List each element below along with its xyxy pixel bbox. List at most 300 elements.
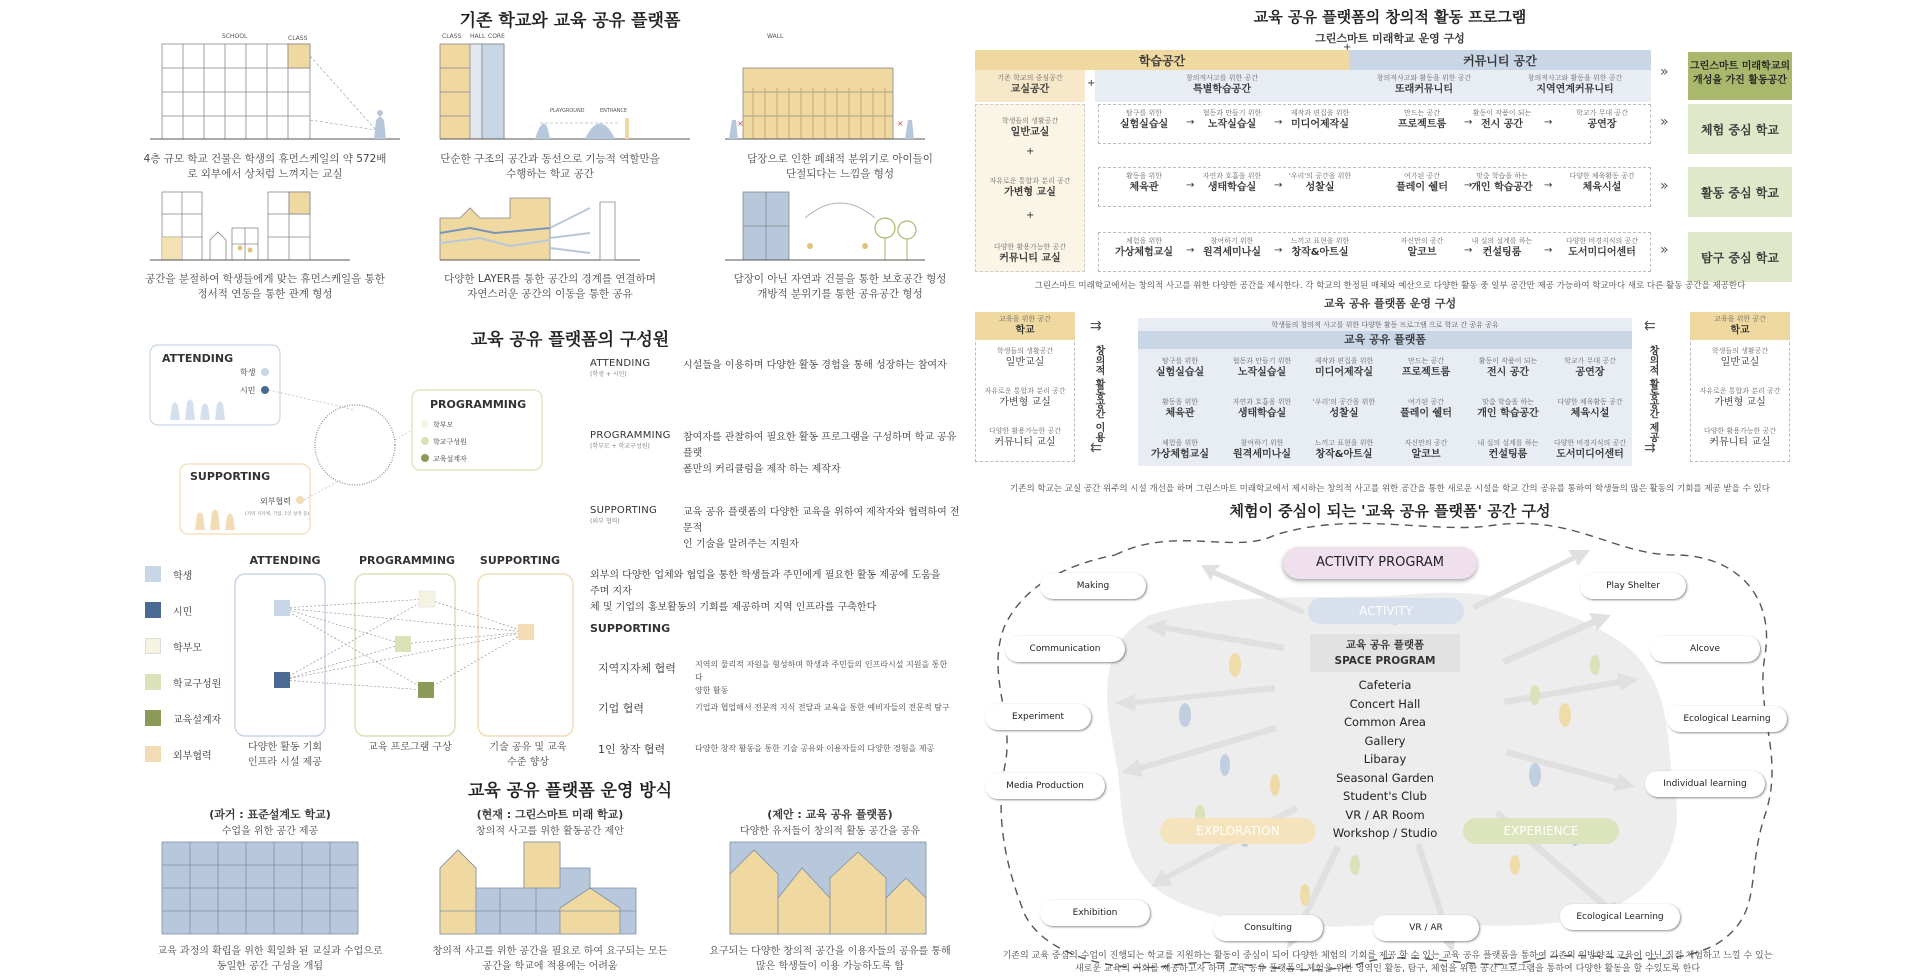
- supporting-box-title: SUPPORTING: [190, 470, 271, 483]
- support-item-desc: 다양한 창작 활동을 통한 기술 공유와 이용자들의 다양한 경험을 제공: [695, 744, 935, 753]
- legend-label: 학생: [173, 570, 193, 582]
- chevron-icon: »: [1660, 242, 1669, 258]
- experience-label: EXPERIENCE: [1463, 818, 1619, 844]
- op-sub: 창의적 사고를 위한 활동공간 제안: [476, 826, 624, 837]
- cell-sub: 만드는 공간: [1407, 357, 1445, 365]
- cell-main: 공연장: [1587, 119, 1617, 130]
- platform-cell: [1550, 356, 1630, 380]
- legend-swatch: [145, 638, 161, 654]
- cell-main: 체육관: [1165, 408, 1195, 419]
- platform-cell: [1222, 356, 1302, 380]
- cell-sub: 기존 학교의 중심공간: [997, 74, 1063, 82]
- grid-cell: [1102, 236, 1186, 260]
- pill-individual-learning: Individual learning: [1645, 771, 1765, 797]
- cell-sub: 창의적사고와 활동을 위한 공간: [1376, 74, 1472, 82]
- platform-cell: [1304, 356, 1384, 380]
- cell-main: 일반교실: [1720, 357, 1760, 368]
- cell-sub: 교육을 위한 공간: [999, 315, 1051, 323]
- space-program-list: [1310, 676, 1460, 843]
- top-cell-local: [1499, 70, 1651, 102]
- cell-main: 체육시설: [1582, 182, 1622, 193]
- role-desc-supporting: 교육 공유 플랫폼의 다양한 교육을 위하여 제작자와 협력하여 전문적 인 기술을 알려주는 지원자: [683, 507, 960, 550]
- grid-cell: [1380, 108, 1464, 132]
- legend-label: 교육설계자: [173, 714, 222, 726]
- arrow-right-icon: ⇉: [1644, 440, 1656, 456]
- arrow-right-icon: →: [1186, 180, 1195, 191]
- grid-cell: [1278, 236, 1362, 260]
- cell-main: 성찰실: [1329, 408, 1359, 419]
- cell-sub: 체험을 위한: [1161, 439, 1199, 447]
- grid-cell: [1380, 171, 1464, 195]
- caption-r1-2: 단순한 구조의 공간과 동선으로 기능적 역할만을 수행하는 학교 공간: [440, 153, 660, 180]
- legend-item: [145, 638, 202, 654]
- arrow-right-icon: ⇉: [1090, 318, 1102, 334]
- cell-main: 생태학습실: [1207, 182, 1257, 193]
- label-school: SCHOOL: [222, 33, 248, 40]
- arrow-right-icon: →: [1544, 245, 1553, 256]
- cell-sub: 참여하기 위한: [1240, 439, 1284, 447]
- cell-main: 가변형 교실: [1714, 397, 1766, 408]
- cell-sub: 협동과 만들기 위한: [1202, 109, 1262, 117]
- cell-main: 미디어제작실: [1315, 367, 1373, 378]
- legend-item: [145, 566, 192, 582]
- space-program-head: 교육 공유 플랫폼 SPACE PROGRAM: [1310, 634, 1460, 672]
- arrow-right-icon: →: [1186, 117, 1195, 128]
- cell-main: 창작&아트실: [1291, 247, 1349, 258]
- role-desc-programming: 참여자를 관찰하여 필요한 활동 프로그램을 구성하며 학교 공유 플랫 폼만의 커리큘럼을 제작 하는 제작자: [683, 432, 957, 475]
- cell-sub: 활동을 위한: [1161, 398, 1199, 406]
- supporting-item-1-sub: (지역 지자체, 기업, 1인 창작 등): [245, 512, 310, 517]
- space-item: Seasonal Garden: [1336, 770, 1434, 785]
- top-cell-peer: [1349, 70, 1499, 102]
- cell-sub: 창의적사고를 위한 공간: [1185, 74, 1259, 82]
- arrow-right-icon: →: [1544, 180, 1553, 191]
- subtitle-greensmart: 그린스마트 미래학교 운영 구성: [1315, 32, 1465, 45]
- role-desc-attending: 시설들을 이용하며 다양한 활동 경험을 통해 성장하는 참여자: [683, 360, 947, 371]
- cell-main: 개인 학습공간: [1471, 182, 1533, 193]
- pill-ecological-learning-right: Ecological Learning: [1667, 706, 1787, 732]
- cell-main: 실험실습실: [1155, 367, 1205, 378]
- grid-cell: [1190, 236, 1274, 260]
- caption-r2-2: 다양한 LAYER를 통한 공간의 경계를 연결하며 자연스러운 공간의 이동을 통한 공유: [444, 273, 656, 300]
- arrow-right-icon: →: [1544, 117, 1553, 128]
- programming-item-1: 학부모: [433, 421, 454, 429]
- cell-main: 체육시설: [1570, 408, 1610, 419]
- network-footer-1: 다양한 활동 기회 인프라 시설 제공: [248, 742, 322, 768]
- type-activity-school: 활동 중심 학교: [1688, 167, 1792, 217]
- platform-cell: [1222, 397, 1302, 421]
- platform-cell: [1550, 438, 1630, 462]
- cell-sub: 맞춤 학습을 하는: [1482, 398, 1534, 406]
- platform-cell: [1550, 397, 1630, 421]
- grid-cell: [1560, 171, 1644, 195]
- note-platform: 기존의 학교는 교실 공간 위주의 시설 개선을 하며 그린스마트 미래학교에서 제시하는 창의적 사고를 위한 공간을 통한 새로운 시설을 학교 간의 공유를 통하여 학생들의 많은 활동의 기회를 제공 받을 수 있다: [1010, 484, 1770, 494]
- pill-alcove: Alcove: [1650, 636, 1760, 662]
- caption-r1-1: 4층 규모 학교 건물은 학생의 휴먼스케일의 약 572배 로 외부에서 상처럼 느껴지는 교실: [143, 153, 387, 180]
- cell-sub: 맞춤 학습을 하는: [1476, 172, 1528, 180]
- cell-main: 플레이 쉘터: [1400, 408, 1452, 419]
- programming-item-2: 학교구성원: [433, 438, 467, 446]
- cell-main: 일반교실: [1010, 127, 1050, 138]
- school-right-item: [1690, 426, 1790, 450]
- platform-name: 교육 공유 플랫폼: [1138, 331, 1632, 349]
- cell-main: 알코브: [1407, 247, 1437, 258]
- legend-label: 학부모: [173, 642, 202, 654]
- space-item: Student's Club: [1343, 789, 1427, 803]
- bar-community: 커뮤니티 공간: [1349, 50, 1651, 70]
- cell-sub: 참여하기 위한: [1210, 237, 1254, 245]
- space-item: VR / AR Room: [1345, 807, 1425, 822]
- cell-main: 커뮤니티 교실: [1709, 437, 1771, 448]
- grid-cell: [1278, 171, 1362, 195]
- role-title: PROGRAMMING: [590, 430, 671, 441]
- caption-r2-1: 공간을 분절하여 학생들에게 맞는 휴먼스케일을 통한 정서적 연동을 통한 관계 형성: [145, 273, 385, 300]
- cell-main: 전시 공간: [1486, 367, 1530, 378]
- bottom-note: 기존의 교육 중심의 수업이 진행되는 학교를 지원하는 활동이 중심이 되어 다양한 체험의 기회를 제공 할 수 있는 교육 공유 플랫폼을 통하여 기존의 일방향적 교육이 아닌 직접 체험하고 느낄 수 있는 새로운 교육의 기회를 제공하고자 하며 교육 공유 플랫폼의 체험을 위한 영역인 활동, 탐구, 체험을 위한 공간 프로그램을 통하여 다양한 활동을 할 수있도록 한다: [1002, 951, 1773, 974]
- cell-main: 학교: [1015, 325, 1035, 336]
- support-item-name: 기업 협력: [598, 702, 645, 715]
- space-item: Common Area: [1344, 715, 1426, 729]
- platform-cell: [1468, 356, 1548, 380]
- cell-sub: 학생들의 생활공간: [1711, 347, 1769, 355]
- cell-sub: 다양한 비경지식의 공간: [1553, 439, 1627, 447]
- legend-item: [145, 674, 221, 690]
- cell-main: 전시 공간: [1480, 119, 1524, 130]
- bar-learning: 학습공간: [975, 50, 1349, 70]
- cell-main: 특별학습공간: [1193, 84, 1251, 95]
- cell-main: 가상체험교실: [1151, 449, 1209, 460]
- chevron-icon: »: [1660, 178, 1669, 194]
- cell-sub: 자연과 호흡을 위한: [1202, 172, 1262, 180]
- role-title: ATTENDING: [590, 358, 651, 369]
- exploration-label: EXPLORATION: [1160, 818, 1316, 844]
- platform-cell: [1304, 438, 1384, 462]
- cell-sub: 교육을 위한 공간: [1714, 315, 1766, 323]
- caption-r2-3: 담장이 아닌 자연과 건물을 통한 보호공간 형성 개방적 분위기를 통한 공유공간 형성: [733, 273, 947, 300]
- label-entrance: ENTRANCE: [600, 108, 628, 114]
- plus-icon: +: [1026, 210, 1035, 221]
- legend-label: 학교구성원: [173, 678, 222, 690]
- cell-sub: 다양한 활용가능한 공간: [988, 427, 1062, 435]
- label-class2: CLASS: [442, 33, 462, 40]
- cell-sub: 탐구를 위한: [1125, 109, 1163, 117]
- pill-media-production: Media Production: [985, 773, 1105, 799]
- cell-sub: 활동이 작품이 되는: [1478, 357, 1538, 365]
- pill-play-shelter: Play Shelter: [1580, 573, 1686, 599]
- cell-sub: 제작과 편집을 위한: [1290, 109, 1350, 117]
- cell-sub: 제작과 편집을 위한: [1314, 357, 1374, 365]
- label-playground: PLAYGROUND: [550, 108, 585, 114]
- cell-main: 플레이 쉘터: [1396, 182, 1448, 193]
- arrow-right-icon: →: [1464, 180, 1473, 191]
- cell-sub: 여가된 공간: [1407, 398, 1445, 406]
- grid-left-cell: [975, 176, 1085, 200]
- grid-cell: [1560, 236, 1644, 260]
- cell-main: 커뮤니티 교실: [999, 253, 1061, 264]
- type-inquiry-school: 탐구 중심 학교: [1688, 232, 1792, 282]
- cell-main: 컨설팅룸: [1482, 247, 1522, 258]
- school-left-head: [975, 312, 1075, 340]
- title-creative-program: 교육 공유 플랫폼의 창의적 활동 프로그램: [1253, 8, 1527, 26]
- cell-main: 학교: [1730, 325, 1750, 336]
- platform-cell: [1222, 438, 1302, 462]
- programming-item-3: 교육설계자: [433, 455, 467, 463]
- cell-main: 커뮤니티 교실: [994, 437, 1056, 448]
- legend-item: [145, 602, 192, 618]
- label-hall: HALL: [470, 33, 486, 40]
- cell-main: 일반교실: [1005, 357, 1045, 368]
- arrow-right-icon: →: [1464, 117, 1473, 128]
- space-item: Workshop / Studio: [1332, 826, 1438, 840]
- cell-sub: 다양한 비경지식의 공간: [1565, 237, 1639, 245]
- cell-main: 도서미디어센터: [1556, 449, 1624, 460]
- cell-sub: 내 실의 설계를 하는: [1471, 237, 1533, 245]
- cell-main: 개인 학습공간: [1477, 408, 1539, 419]
- cell-main: 생태학습실: [1237, 408, 1287, 419]
- support-intro: 외부의 다양한 업체와 협업을 통한 학생들과 주민에게 필요한 활동 제공에 도움을 주며 지자 체 및 기업의 홍보활동의 기회를 제공하며 지역 인프라를 구축한다: [590, 570, 941, 613]
- legend-swatch: [145, 674, 161, 690]
- grid-cell: [1278, 108, 1362, 132]
- support-item-desc: 기업과 협업해서 전문적 지식 전달과 교육을 통한 예비자들의 전문적 탐구: [695, 703, 950, 712]
- school-left-item: [975, 386, 1075, 410]
- school-right-head: [1690, 312, 1790, 340]
- cell-sub: '우리'의 공간을 위한: [1288, 172, 1352, 180]
- legend-swatch: [145, 566, 161, 582]
- pill-experiment: Experiment: [985, 704, 1091, 730]
- programming-box-title: PROGRAMMING: [430, 398, 527, 411]
- platform-cell: [1468, 397, 1548, 421]
- support-item-name: 1인 창작 협력: [598, 743, 666, 756]
- arrow-left-icon: ⇇: [1644, 318, 1656, 334]
- cell-sub: 자연과 호흡을 위한: [1232, 398, 1292, 406]
- platform-cell: [1386, 397, 1466, 421]
- platform-cell: [1140, 356, 1220, 380]
- school-left-item: [975, 346, 1075, 370]
- cell-main: 가변형 교실: [999, 397, 1051, 408]
- op-head: (제안 : 교육 공유 플랫폼): [767, 808, 893, 821]
- type-experience-school: 체험 중심 학교: [1688, 104, 1792, 154]
- space-item: Libaray: [1363, 752, 1407, 766]
- cell-sub: 느끼고 표현을 위한: [1314, 439, 1374, 447]
- chevron-icon: »: [1660, 64, 1669, 80]
- cell-sub: 자유로운 통합과 분리 공간: [984, 387, 1066, 395]
- cell-main: 원격세미나실: [1203, 247, 1261, 258]
- space-item: Gallery: [1364, 733, 1406, 748]
- arrow-left-icon: ⇇: [1090, 440, 1102, 456]
- cell-sub: 자신만의 공간: [1400, 237, 1444, 245]
- activity-program-label: ACTIVITY PROGRAM: [1283, 547, 1477, 579]
- role-sub: (학부모 + 학교구성원): [590, 443, 650, 450]
- pill-making: Making: [1040, 573, 1146, 599]
- platform-top: 학생들의 창의적 사고를 위한 다양한 활동 프로그램 으로 학교 간 공유 공유: [1271, 321, 1499, 329]
- grid-cell: [1190, 108, 1274, 132]
- label-class: CLASS: [288, 35, 308, 42]
- role-sub: (외부 협력): [590, 518, 620, 525]
- platform-cell: [1140, 397, 1220, 421]
- activity-label: ACTIVITY: [1308, 598, 1464, 624]
- platform-cell: [1140, 438, 1220, 462]
- cell-sub: 자신만의 공간: [1404, 439, 1448, 447]
- legend-label: 외부협력: [173, 750, 212, 762]
- title-experience-platform: 체험이 중심이 되는 '교육 공유 플랫폼' 공간 구성: [1229, 502, 1551, 520]
- cell-main: 노작실습실: [1237, 367, 1287, 378]
- platform-cell: [1386, 438, 1466, 462]
- legend-item: [145, 746, 212, 762]
- subtitle-platform-ops: 교육 공유 플랫폼 운영 구성: [1323, 297, 1457, 310]
- grid-left-cell: [975, 116, 1085, 140]
- cell-main: 가변형 교실: [1004, 187, 1056, 198]
- grid-left-cell: [975, 242, 1085, 266]
- cell-main: 노작실습실: [1207, 119, 1257, 130]
- cell-sub: 학교가 무대 공간: [1564, 357, 1616, 365]
- arrow-right-icon: →: [1186, 245, 1195, 256]
- cell-sub: 자유로운 통합과 분리 공간: [989, 177, 1071, 185]
- role-supporting: [590, 505, 680, 525]
- pill-exhibition: Exhibition: [1040, 900, 1150, 926]
- diagram-row2: [150, 188, 940, 268]
- vertical-use-label: 창의적 활동공간 이용: [1093, 345, 1104, 442]
- cell-sub: 학생들의 생활공간: [996, 347, 1054, 355]
- pill-communication: Communication: [1005, 636, 1125, 662]
- cell-main: 원격세미나실: [1233, 449, 1291, 460]
- op-caption: 요구되는 다양한 창의적 공간을 이용자들의 공유를 통해 많은 학생들이 이용 가능하도록 함: [709, 946, 951, 972]
- cell-sub: 다양한 체육활동 공간: [1557, 398, 1623, 406]
- pill-consulting: Consulting: [1213, 915, 1323, 941]
- svg-text:×: ×: [737, 119, 744, 128]
- cell-main: 컨설팅룸: [1488, 449, 1528, 460]
- legend-item: [145, 710, 221, 726]
- cell-sub: '우리'의 공간을 위한: [1312, 398, 1376, 406]
- legend-swatch: [145, 602, 161, 618]
- platform-cell: [1386, 356, 1466, 380]
- cell-sub: 창의적사고와 활동을 위한 공간: [1527, 74, 1623, 82]
- op-head: (과거 : 표준설계도 학교): [209, 808, 331, 821]
- school-left-item: [975, 426, 1075, 450]
- title-operation: 교육 공유 플랫폼 운영 방식: [467, 781, 673, 801]
- support-title: SUPPORTING: [590, 622, 671, 635]
- cell-main: 도서미디어센터: [1568, 247, 1636, 258]
- cell-sub: 자유로운 통합과 분리 공간: [1699, 387, 1781, 395]
- grid-cell: [1380, 236, 1464, 260]
- support-item-name: 지역지자체 협력: [598, 662, 676, 675]
- cell-main: 교실공간: [1010, 84, 1050, 95]
- grid-cell: [1102, 171, 1186, 195]
- attending-item-1: 학생: [240, 368, 256, 377]
- op-caption: 창의적 사고를 위한 공간을 필요로 하여 요구되는 모든 공간을 학교에 적용에는 어려움: [432, 946, 668, 972]
- space-item: Concert Hall: [1349, 696, 1421, 711]
- cell-main: 프로젝트룸: [1401, 367, 1451, 378]
- arrow-right-icon: →: [1274, 180, 1283, 191]
- school-right-item: [1690, 386, 1790, 410]
- plus-icon: +: [1026, 146, 1035, 157]
- cell-sub: 다양한 활용가능한 공간: [1703, 427, 1777, 435]
- vertical-provide-label: 창의적 활동공간 제공: [1647, 345, 1658, 442]
- note-greensmart: 그린스마트 미래학교에서는 창의적 사고를 위한 다양한 공간을 제시한다. 각 학교의 한정된 매체와 예산으로 다양한 활동 중 일부 공간만 제공 가능하여 학교마다 새로 다른 활동 공간을 제공한다: [1034, 281, 1746, 291]
- label-core: CORE: [488, 33, 505, 40]
- network-header-attending: ATTENDING: [249, 554, 321, 567]
- cell-sub: 만드는 공간: [1403, 109, 1441, 117]
- members-diagram: [140, 340, 570, 540]
- caption-r1-3: 담장으로 인한 폐쇄적 분위기로 아이들이 단절되다는 느낌을 형성: [747, 153, 933, 180]
- cell-main: 미디어제작실: [1291, 119, 1349, 130]
- cell-main: 가상체험교실: [1115, 247, 1173, 258]
- arrow-right-icon: →: [1274, 245, 1283, 256]
- support-item-desc: 지역의 물리적 자원을 형성하며 학생과 주민들의 인프라시설 지원을 통한 다 양한 활동: [695, 660, 948, 695]
- cell-main: 성찰실: [1305, 182, 1335, 193]
- role-title: SUPPORTING: [590, 505, 658, 516]
- cell-sub: 내 실의 설계를 하는: [1477, 439, 1539, 447]
- space-item: Cafeteria: [1358, 678, 1412, 692]
- op-sub: 수업을 위한 공간 제공: [221, 826, 319, 837]
- diagram-row1: [150, 28, 940, 150]
- network-header-programming: PROGRAMMING: [358, 554, 456, 567]
- cell-main: 체육관: [1129, 182, 1159, 193]
- pill-vr-ar: VR / AR: [1373, 915, 1479, 941]
- cell-sub: 다양한 활용가능한 공간: [993, 243, 1067, 251]
- title-members: 교육 공유 플랫폼의 구성원: [470, 330, 670, 350]
- label-wall: WALL: [767, 33, 784, 40]
- legend-swatch: [145, 710, 161, 726]
- cell-main: 창작&아트실: [1315, 449, 1373, 460]
- op-sub: 다양한 유저들이 창의적 활동 공간을 공유: [739, 826, 921, 837]
- supporting-item-1: 외부협력: [260, 497, 291, 506]
- cell-sub: 여가된 공간: [1403, 172, 1441, 180]
- chevron-icon: »: [1660, 114, 1669, 130]
- legend-swatch: [145, 746, 161, 762]
- cell-main: 알코브: [1411, 449, 1441, 460]
- svg-text:×: ×: [897, 119, 904, 128]
- plus-icon: +: [1343, 42, 1352, 53]
- title-existing-school: 기존 학교와 교육 공유 플랫폼: [459, 11, 681, 31]
- cell-main: 실험실습실: [1119, 119, 1169, 130]
- cell-sub: 활동이 작품이 되는: [1472, 109, 1532, 117]
- cell-sub: 학생들의 생활공간: [1001, 117, 1059, 125]
- cell-sub: 탐구를 위한: [1161, 357, 1199, 365]
- attending-box-title: ATTENDING: [162, 352, 234, 365]
- top-cell-classroom: [975, 70, 1085, 102]
- cell-main: 지역연계커뮤니티: [1536, 84, 1614, 95]
- role-sub: (학생 + 시민): [590, 371, 627, 378]
- cell-main: 프로젝트룸: [1397, 119, 1447, 130]
- grid-cell: [1460, 236, 1544, 260]
- operation-diagrams: [150, 838, 950, 938]
- arrow-right-icon: →: [1274, 117, 1283, 128]
- grid-cell: [1560, 108, 1644, 132]
- type-head: 그린스마트 미래학교의 개성을 가진 활동공간: [1688, 52, 1792, 100]
- pill-ecological-learning-bottom: Ecological Learning: [1560, 904, 1680, 930]
- platform-cell: [1304, 397, 1384, 421]
- grid-cell: [1460, 108, 1544, 132]
- plus-icon: +: [1087, 78, 1096, 89]
- role-programming: [590, 430, 680, 450]
- network-diagram: [225, 552, 585, 772]
- grid-cell: [1460, 171, 1544, 195]
- cell-sub: 활동을 위한: [1125, 172, 1163, 180]
- attending-item-2: 시민: [240, 386, 256, 395]
- cell-sub: 협동과 만들기 위한: [1232, 357, 1292, 365]
- op-head: (현재 : 그린스마트 미래 학교): [476, 808, 624, 821]
- cell-sub: 체험을 위한: [1125, 237, 1163, 245]
- cell-main: 또래커뮤니티: [1395, 84, 1453, 95]
- legend-label: 시민: [173, 606, 193, 618]
- arrow-right-icon: →: [1464, 245, 1473, 256]
- grid-cell: [1190, 171, 1274, 195]
- school-right-item: [1690, 346, 1790, 370]
- platform-cell: [1468, 438, 1548, 462]
- network-footer-2: 교육 프로그램 구상: [368, 742, 452, 753]
- cell-main: 공연장: [1575, 367, 1605, 378]
- top-cell-special: [1095, 70, 1349, 102]
